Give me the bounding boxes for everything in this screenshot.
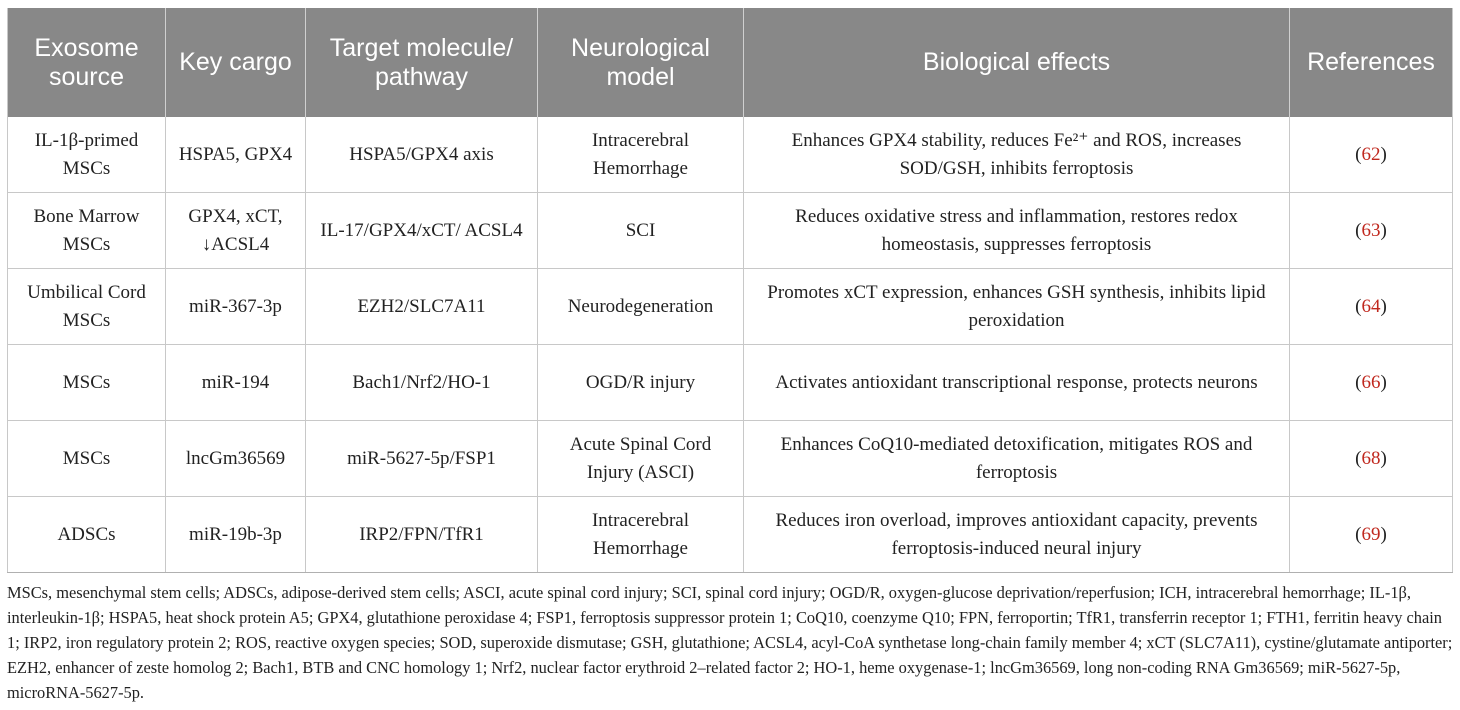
- header-exosome-source: Exosome source: [8, 8, 166, 117]
- cell-target: IL-17/GPX4/xCT/ ACSL4: [306, 193, 538, 269]
- reference-link[interactable]: 62: [1361, 143, 1381, 165]
- table-footnote: MSCs, mesenchymal stem cells; ADSCs, adipose-derived stem cells; ASCI, acute spinal cord injury; SCI, spinal cord injury; OGD/R, oxygen-glucose deprivation/reperfusion; ICH, intracerebral hemorrhage; IL-1β, interleukin-1β; HSPA5, heat shock protein A5; GPX4, glutathione peroxidase 4; FSP1, ferroptosis suppressor protein 1; CoQ10, coenzyme Q10; FPN, ferroportin; TfR1, transferrin receptor 1; FTH1, ferritin heavy chain 1; IRP2, iron regulatory protein 2; ROS, reactive oxygen species; SOD, superoxide dismutase; GSH, glutathione; ACSL4, acyl-CoA synthetase long-chain family member 4; xCT (SLC7A11), cystine/glutamate antiporter; EZH2, enhancer of zeste homolog 2; Bach1, BTB and CNC homology 1; Nrf2, nuclear factor erythroid 2–related factor 2; HO-1, heme oxygenase-1; lncGm36569, long non-coding RNA Gm36569; miR-5627-5p, microRNA-5627-5p.: [7, 583, 1453, 702]
- cell-model: Intracerebral Hemorrhage: [538, 117, 744, 193]
- cell-model: Acute Spinal Cord Injury (ASCI): [538, 421, 744, 497]
- cell-source: IL-1β-primed MSCs: [8, 117, 166, 193]
- ref-close: ): [1380, 143, 1387, 165]
- ref-open: (: [1355, 143, 1362, 165]
- cell-model: Intracerebral Hemorrhage: [538, 497, 744, 573]
- reference-link[interactable]: 63: [1361, 219, 1381, 241]
- cell-target: IRP2/FPN/TfR1: [306, 497, 538, 573]
- ref-close: ): [1380, 219, 1387, 241]
- ref-close: ): [1380, 371, 1387, 393]
- table-row: [8, 193, 1453, 269]
- table-container: [7, 8, 1452, 573]
- cell-reference: [1290, 345, 1453, 421]
- cell-target: Bach1/Nrf2/HO-1: [306, 345, 538, 421]
- ref-close: ): [1380, 295, 1387, 317]
- ref-open: (: [1355, 523, 1362, 545]
- reference-link[interactable]: 68: [1361, 447, 1381, 469]
- header-row: [8, 8, 1453, 117]
- header-key-cargo: Key cargo: [166, 8, 306, 117]
- cell-effects: Activates antioxidant transcriptional response, protects neurons: [744, 345, 1290, 421]
- cell-reference: [1290, 421, 1453, 497]
- cell-cargo: miR-19b-3p: [166, 497, 306, 573]
- header-neurological-model: Neurological model: [538, 8, 744, 117]
- reference-link[interactable]: 66: [1361, 371, 1381, 393]
- cell-effects: Enhances CoQ10-mediated detoxification, mitigates ROS and ferroptosis: [744, 421, 1290, 497]
- cell-target: miR-5627-5p/FSP1: [306, 421, 538, 497]
- reference-link[interactable]: 64: [1361, 295, 1381, 317]
- exosome-table: [7, 8, 1453, 573]
- cell-effects: Enhances GPX4 stability, reduces Fe²⁺ and ROS, increases SOD/GSH, inhibits ferroptosis: [744, 117, 1290, 193]
- cell-reference: [1290, 193, 1453, 269]
- ref-open: (: [1355, 219, 1362, 241]
- ref-close: ): [1380, 447, 1387, 469]
- cell-target: HSPA5/GPX4 axis: [306, 117, 538, 193]
- cell-model: Neurodegeneration: [538, 269, 744, 345]
- cell-source: MSCs: [8, 345, 166, 421]
- cell-source: Umbilical Cord MSCs: [8, 269, 166, 345]
- cell-effects: Reduces iron overload, improves antioxidant capacity, prevents ferroptosis-induced neural injury: [744, 497, 1290, 573]
- ref-open: (: [1355, 295, 1362, 317]
- ref-open: (: [1355, 447, 1362, 469]
- ref-close: ): [1380, 523, 1387, 545]
- table-row: [8, 421, 1453, 497]
- table-row: [8, 497, 1453, 573]
- cell-cargo: GPX4, xCT, ↓ACSL4: [166, 193, 306, 269]
- cell-reference: [1290, 117, 1453, 193]
- cell-cargo: HSPA5, GPX4: [166, 117, 306, 193]
- cell-source: ADSCs: [8, 497, 166, 573]
- cell-effects: Reduces oxidative stress and inflammation, restores redox homeostasis, suppresses ferroptosis: [744, 193, 1290, 269]
- cell-model: OGD/R injury: [538, 345, 744, 421]
- header-biological-effects: Biological effects: [744, 8, 1290, 117]
- cell-source: Bone Marrow MSCs: [8, 193, 166, 269]
- cell-source: MSCs: [8, 421, 166, 497]
- header-target-pathway: Target molecule/ pathway: [306, 8, 538, 117]
- header-references: References: [1290, 8, 1453, 117]
- cell-model: SCI: [538, 193, 744, 269]
- table-row: [8, 345, 1453, 421]
- table-row: [8, 269, 1453, 345]
- cell-cargo: miR-194: [166, 345, 306, 421]
- cell-reference: [1290, 269, 1453, 345]
- cell-target: EZH2/SLC7A11: [306, 269, 538, 345]
- reference-link[interactable]: 69: [1361, 523, 1381, 545]
- cell-reference: [1290, 497, 1453, 573]
- cell-effects: Promotes xCT expression, enhances GSH synthesis, inhibits lipid peroxidation: [744, 269, 1290, 345]
- cell-cargo: miR-367-3p: [166, 269, 306, 345]
- ref-open: (: [1355, 371, 1362, 393]
- table-row: [8, 117, 1453, 193]
- cell-cargo: lncGm36569: [166, 421, 306, 497]
